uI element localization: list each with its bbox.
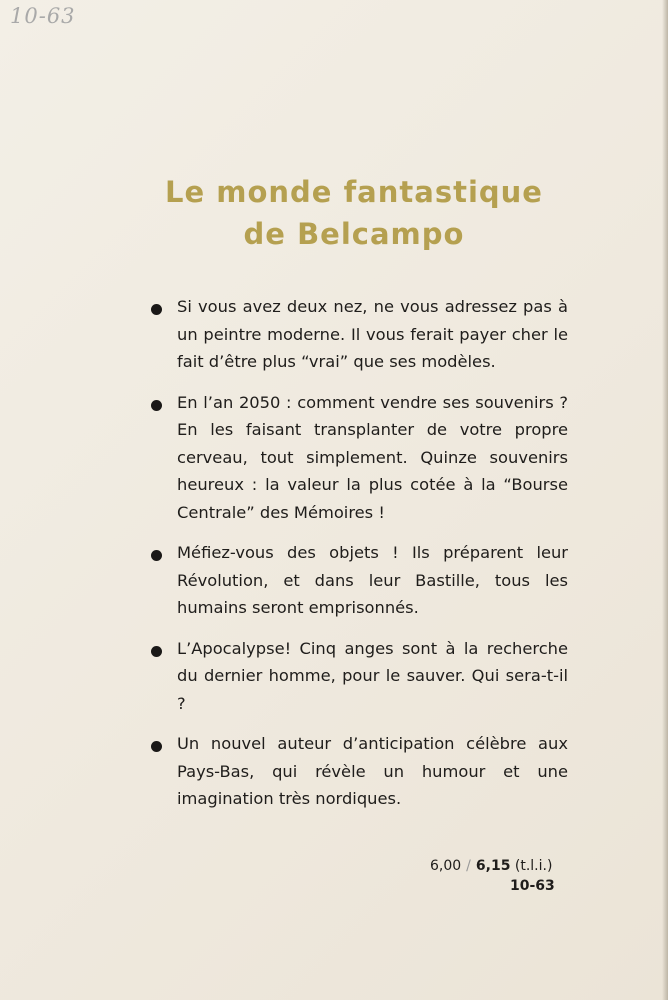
blurb-text: L’Apocalypse! Cinq anges sont à la recherche du dernier homme, pour le sauver. Qui sera-t-il ?	[177, 638, 568, 713]
price-base: 6,00	[430, 858, 462, 874]
price-line	[430, 855, 590, 877]
bullet-icon	[151, 550, 162, 561]
pencil-annotation: 10-63	[10, 4, 76, 28]
price-total: 6,15	[475, 858, 511, 874]
blurb-list	[150, 293, 568, 813]
blurb-text: Si vous avez deux nez, ne vous adressez pas à un peintre moderne. Il vous ferait payer cher le fait d’être plus “vrai” que ses modèles.	[177, 297, 568, 371]
bullet-icon	[151, 646, 162, 657]
title-line-2: de Belcampo	[243, 217, 465, 251]
bullet-icon	[151, 400, 162, 411]
blurb-text: Un nouvel auteur d’anticipation célèbre aux Pays-Bas, qui révèle un humour et une imagination très nordiques.	[177, 734, 568, 808]
blurb-text: En l’an 2050 : comment vendre ses souvenirs ? En les faisant transplanter de votre propre cerveau, tout simplement. Quinze souvenirs heureux : la valeur la plus cotée à la “Bourse Centrale” des Mémoires !	[177, 392, 568, 522]
bullet-icon	[151, 304, 162, 315]
blurb-text: Méfiez-vous des objets ! Ils préparent leur Révolution, et dans leur Bastille, tous les humains seront emprisonnés.	[177, 543, 568, 617]
page-edge-shadow	[662, 0, 668, 1000]
blurb-item-2	[150, 389, 568, 527]
bullet-icon	[151, 741, 162, 752]
blurb-item-5	[150, 730, 568, 813]
blurb-item-4	[150, 635, 568, 718]
blurb-item-1	[150, 293, 568, 376]
price-tax-note: (t.l.i.)	[514, 858, 553, 874]
blurb-item-3	[150, 539, 568, 622]
price-separator: /	[466, 858, 471, 874]
title-line-1: Le monde fantastique	[165, 175, 543, 209]
catalog-code: 10-63	[510, 878, 555, 894]
